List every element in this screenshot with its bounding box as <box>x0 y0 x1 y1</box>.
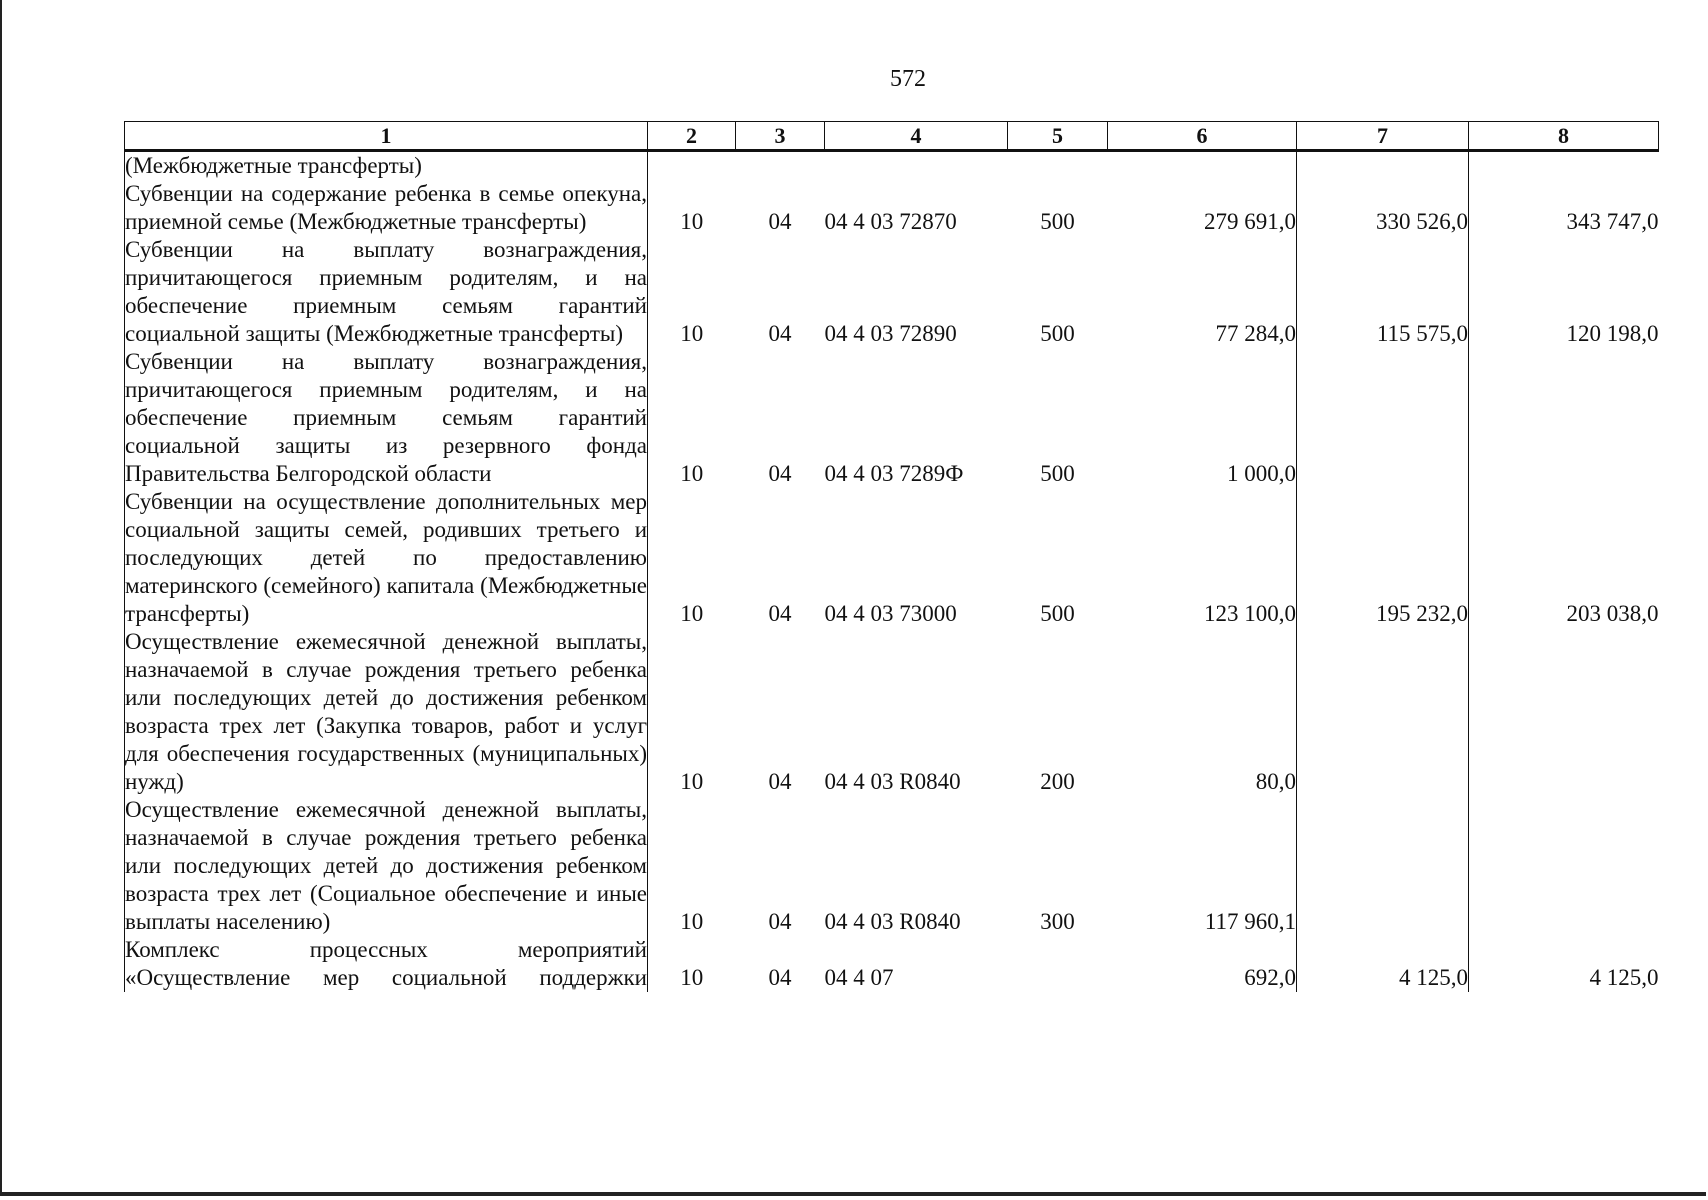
column-header-1: 1 <box>125 122 648 151</box>
cell-amount-col6: 117 960,1 <box>1108 796 1297 936</box>
cell-subsection: 04 <box>768 769 792 794</box>
cell-section: 10 <box>680 965 704 990</box>
cell-amount-col8: 4 125,0 <box>1589 965 1659 990</box>
table-row <box>125 488 1659 628</box>
cell-target-article: 04 4 03 R0840 <box>824 909 961 934</box>
cell-amount-col6: 80,0 <box>1108 628 1297 796</box>
cell-amount-col7: 4 125,0 <box>1297 936 1469 992</box>
cell-amount-col8: 203 038,0 <box>1566 601 1659 626</box>
cell-expense-type: 500 <box>1040 209 1075 234</box>
cell-section: 10 <box>680 769 704 794</box>
cell-amount-col8 <box>1469 796 1659 936</box>
cell-amount-col7: 330 526,0 <box>1297 180 1469 236</box>
row-description: Осуществление ежемесячной денежной выплаты, назначаемой в случае рождения третьего ребенка или последующих детей до достижения ребенком возраста трех лет (Закупка товаров, работ и услуг для обеспечения государственных (муниципальных) нужд) <box>125 629 647 794</box>
cell-subsection: 04 <box>768 461 792 486</box>
cell-amount-col8: 120 198,0 <box>1566 321 1659 346</box>
cell-subsection: 04 <box>768 601 792 626</box>
row-description: Субвенции на выплату вознаграждения, причитающегося приемным родителям, и на обеспечение приемным семьям гарантий социальной защиты (Межбюджетные трансферты) <box>125 237 647 346</box>
row-description: Субвенции на осуществление дополнительных мер социальной защиты семей, родивших третьего и последующих детей по предоставлению материнского (семейного) капитала (Межбюджетные трансферты) <box>125 489 647 626</box>
table-row <box>125 628 1659 796</box>
cell-subsection <box>736 151 825 181</box>
cell-target-article <box>825 151 1008 181</box>
cell-amount-col7 <box>1297 151 1469 181</box>
cell-subsection: 04 <box>768 209 792 234</box>
cell-amount-col8 <box>1469 348 1659 488</box>
cell-section <box>648 151 736 181</box>
column-header-4: 4 <box>825 122 1008 151</box>
cell-subsection: 04 <box>768 909 792 934</box>
row-description: Комплекс процессных мероприятий «Осуществление мер социальной поддержки <box>125 937 647 990</box>
cell-target-article: 04 4 03 R0840 <box>824 769 961 794</box>
column-header-3: 3 <box>736 122 825 151</box>
cell-target-article: 04 4 03 72890 <box>824 321 957 346</box>
cell-section: 10 <box>680 461 704 486</box>
row-description: Субвенции на содержание ребенка в семье опекуна, приемной семье (Межбюджетные трансферты) <box>125 181 647 234</box>
cell-section: 10 <box>680 601 704 626</box>
cell-target-article: 04 4 03 7289Ф <box>824 461 964 486</box>
cell-amount-col6: 123 100,0 <box>1108 488 1297 628</box>
cell-amount-col7 <box>1297 628 1469 796</box>
cell-amount-col8: 343 747,0 <box>1566 209 1659 234</box>
cell-subsection: 04 <box>768 321 792 346</box>
cell-expense-type: 300 <box>1040 909 1075 934</box>
cell-amount-col6: 77 284,0 <box>1108 236 1297 348</box>
row-description: (Межбюджетные трансферты) <box>125 151 648 181</box>
cell-amount-col7 <box>1297 348 1469 488</box>
cell-target-article: 04 4 03 72870 <box>824 209 957 234</box>
cell-section: 10 <box>680 909 704 934</box>
table-row <box>125 796 1659 936</box>
cell-amount-col6 <box>1108 151 1297 181</box>
table-row <box>125 236 1659 348</box>
cell-expense-type: 200 <box>1040 769 1075 794</box>
cell-expense-type: 500 <box>1040 461 1075 486</box>
cell-amount-col6: 692,0 <box>1108 936 1297 992</box>
column-header-8: 8 <box>1469 122 1659 151</box>
cell-amount-col8 <box>1469 151 1659 181</box>
page-number: 572 <box>890 66 926 92</box>
table-row <box>125 151 1659 181</box>
cell-section: 10 <box>680 209 704 234</box>
table-row <box>125 936 1659 992</box>
cell-section: 10 <box>680 321 704 346</box>
cell-amount-col6: 279 691,0 <box>1108 180 1297 236</box>
row-description: Осуществление ежемесячной денежной выплаты, назначаемой в случае рождения третьего ребенка или последующих детей до достижения ребенком возраста трех лет (Социальное обеспечение и иные выплаты населению) <box>125 797 647 934</box>
row-description: Субвенции на выплату вознаграждения, причитающегося приемным родителям, и на обеспечение приемным семьям гарантий социальной защиты из резервного фонда Правительства Белгородской области <box>125 349 647 486</box>
budget-table <box>124 121 1659 992</box>
cell-expense-type: 500 <box>1040 321 1075 346</box>
cell-amount-col7 <box>1297 796 1469 936</box>
cell-expense-type <box>1008 936 1108 992</box>
cell-expense-type <box>1008 151 1108 181</box>
cell-target-article: 04 4 07 <box>824 965 894 990</box>
column-header-6: 6 <box>1108 122 1297 151</box>
cell-amount-col6: 1 000,0 <box>1108 348 1297 488</box>
cell-amount-col7: 195 232,0 <box>1297 488 1469 628</box>
column-header-2: 2 <box>648 122 736 151</box>
cell-subsection: 04 <box>768 965 792 990</box>
cell-amount-col8 <box>1469 628 1659 796</box>
column-header-7: 7 <box>1297 122 1469 151</box>
table-header <box>125 122 1659 151</box>
column-header-5: 5 <box>1008 122 1108 151</box>
cell-expense-type: 500 <box>1040 601 1075 626</box>
cell-target-article: 04 4 03 73000 <box>824 601 957 626</box>
table-row <box>125 180 1659 236</box>
table-row <box>125 348 1659 488</box>
cell-amount-col7: 115 575,0 <box>1297 236 1469 348</box>
